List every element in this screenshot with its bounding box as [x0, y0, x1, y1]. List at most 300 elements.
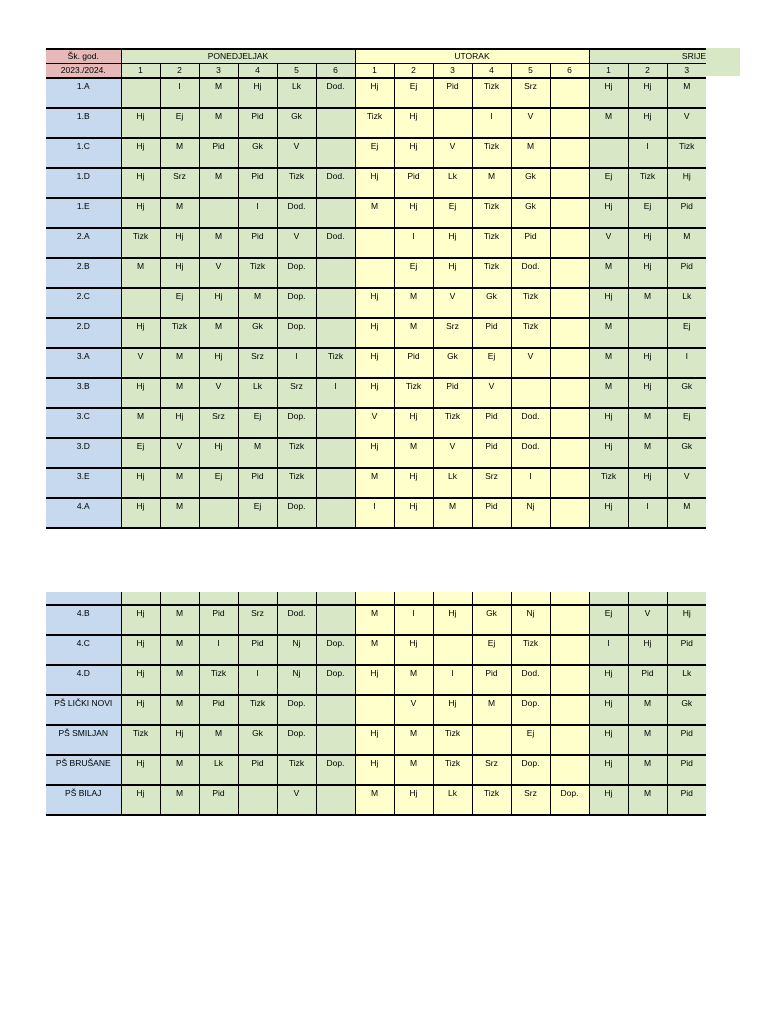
subject-cell-tue-4 — [472, 605, 511, 635]
subject-cell-mon-4-text: I — [256, 201, 259, 211]
subject-cell-wed-2 — [628, 755, 667, 785]
subject-cell-tue-6 — [550, 408, 589, 438]
subject-cell-mon-2-text: M — [175, 351, 184, 361]
subject-cell-mon-1 — [121, 695, 160, 725]
subject-cell-mon-2 — [160, 168, 199, 198]
subject-cell-mon-2 — [160, 605, 199, 635]
subject-cell-wed-3 — [667, 228, 706, 258]
subject-cell-mon-3-text: V — [215, 261, 222, 271]
subject-cell-mon-4-text: Pid — [251, 171, 264, 181]
subject-cell-tue-3-text: M — [448, 501, 457, 511]
subject-cell-tue-3 — [433, 258, 472, 288]
timetable-table-bottom — [46, 592, 706, 816]
subject-cell-mon-3-text: Ej — [214, 471, 223, 481]
subject-cell-mon-5 — [277, 755, 316, 785]
class-name-cell — [46, 605, 121, 635]
subject-cell-tue-5 — [511, 78, 550, 108]
subject-cell-wed-2-text: M — [643, 728, 652, 738]
subject-cell-wed-3 — [667, 348, 706, 378]
subject-cell-tue-6 — [550, 605, 589, 635]
subject-cell-tue-1 — [355, 108, 394, 138]
subject-cell-mon-4-text: Tizk — [249, 698, 266, 708]
subject-cell-mon-2 — [160, 468, 199, 498]
subject-cell-wed-3 — [667, 318, 706, 348]
subject-cell-wed-1 — [589, 635, 628, 665]
subject-cell-tue-6 — [550, 695, 589, 725]
subject-cell-mon-2 — [160, 635, 199, 665]
subject-cell-mon-1 — [121, 408, 160, 438]
class-name-cell-text: PŠ LIČKI NOVI — [54, 698, 113, 708]
subject-cell-tue-3-text: Gk — [447, 351, 458, 361]
class-name-cell — [46, 498, 121, 528]
subject-cell-wed-3-text: Pid — [680, 261, 693, 271]
subject-cell-mon-3 — [199, 228, 238, 258]
subject-cell-tue-4-text: Tizk — [483, 231, 500, 241]
subject-cell-wed-3 — [667, 288, 706, 318]
subject-cell-mon-1-text: Hj — [136, 668, 145, 678]
subject-cell-tue-3 — [433, 78, 472, 108]
subject-cell-tue-5-text: V — [527, 111, 534, 121]
class-name-cell — [46, 408, 121, 438]
subject-cell-tue-6 — [550, 348, 589, 378]
subject-cell-tue-4 — [472, 785, 511, 815]
subject-cell-wed-3 — [667, 408, 706, 438]
class-name-cell-text: 4.B — [76, 608, 90, 618]
class-name-cell — [46, 288, 121, 318]
subject-cell-mon-1 — [121, 348, 160, 378]
subject-cell-wed-1 — [589, 408, 628, 438]
subject-cell-mon-2 — [160, 438, 199, 468]
subject-cell-mon-1 — [121, 785, 160, 815]
subject-cell-mon-1-text: Hj — [136, 111, 145, 121]
subject-cell-mon-3-text: Pid — [212, 141, 225, 151]
subject-cell-mon-5 — [277, 168, 316, 198]
subject-cell-mon-6 — [316, 378, 355, 408]
subject-cell-wed-2 — [628, 78, 667, 108]
subject-cell-wed-2-text: Hj — [643, 81, 652, 91]
subject-cell-wed-2-text: M — [643, 291, 652, 301]
subject-cell-mon-3-text: Hj — [214, 351, 223, 361]
subject-cell-tue-2-text: I — [412, 608, 415, 618]
subject-cell-mon-1-text: Hj — [136, 698, 145, 708]
subject-cell-mon-2-text: M — [175, 501, 184, 511]
subject-cell-tue-1-text: Hj — [370, 351, 379, 361]
subject-cell-mon-4-text: M — [253, 441, 262, 451]
subject-cell-tue-5-text: Nj — [526, 608, 535, 618]
period-header-tue-1: 1 — [355, 64, 394, 79]
subject-cell-mon-3-text: Hj — [214, 291, 223, 301]
subject-cell-mon-4-text: Gk — [252, 321, 263, 331]
subject-cell-tue-1 — [355, 258, 394, 288]
subject-cell-mon-4 — [238, 408, 277, 438]
subject-cell-tue-5 — [511, 228, 550, 258]
subject-cell-tue-4-text: M — [487, 698, 496, 708]
subject-cell-wed-1-text: Hj — [604, 728, 613, 738]
subject-cell-mon-5-text: Tizk — [288, 758, 305, 768]
subject-cell-tue-6 — [550, 498, 589, 528]
subject-cell-mon-1 — [121, 665, 160, 695]
subject-cell-tue-1 — [355, 498, 394, 528]
subject-cell-mon-4 — [238, 785, 277, 815]
subject-cell-tue-2 — [394, 318, 433, 348]
subject-cell-mon-3 — [199, 168, 238, 198]
subject-cell-mon-2-text: M — [175, 471, 184, 481]
subject-cell-mon-4 — [238, 378, 277, 408]
subject-cell-wed-2-text: Pid — [641, 668, 654, 678]
subject-cell-wed-2 — [628, 605, 667, 635]
subject-cell-tue-1-text: Hj — [370, 291, 379, 301]
subject-cell-wed-2-text: Hj — [643, 261, 652, 271]
subject-cell-wed-3-text: M — [683, 81, 691, 91]
subject-cell-tue-1-text: Hj — [370, 81, 379, 91]
subject-cell-mon-1-text: Tizk — [132, 231, 149, 241]
subject-cell-mon-3 — [199, 438, 238, 468]
subject-cell-tue-4 — [472, 138, 511, 168]
table-row — [46, 138, 706, 168]
subject-cell-mon-2 — [160, 318, 199, 348]
subject-cell-tue-2 — [394, 378, 433, 408]
subject-cell-tue-6 — [550, 665, 589, 695]
period-header-tue-4: 4 — [472, 64, 511, 79]
subject-cell-mon-4-text: I — [256, 668, 259, 678]
subject-cell-mon-4 — [238, 198, 277, 228]
subject-cell-tue-2-text: Hj — [409, 411, 418, 421]
subject-cell-tue-4 — [472, 695, 511, 725]
table-row — [46, 198, 706, 228]
subject-cell-tue-2-text: Pid — [407, 171, 420, 181]
subject-cell-tue-4-text: Pid — [485, 501, 498, 511]
subject-cell-tue-1-text: V — [371, 411, 378, 421]
class-name-cell — [46, 108, 121, 138]
subject-cell-mon-3-text: M — [214, 171, 223, 181]
subject-cell-wed-2-text: Hj — [643, 471, 652, 481]
subject-cell-mon-5 — [277, 138, 316, 168]
table-row — [46, 468, 706, 498]
table-row — [46, 348, 706, 378]
subject-cell-tue-4 — [472, 198, 511, 228]
subject-cell-tue-5 — [511, 378, 550, 408]
subject-cell-mon-5 — [277, 228, 316, 258]
subject-cell-mon-2-text: Hj — [175, 261, 184, 271]
subject-cell-tue-5-text: Tizk — [522, 291, 539, 301]
subject-cell-tue-2-text: V — [410, 698, 417, 708]
subject-cell-mon-3 — [199, 468, 238, 498]
subject-cell-mon-4-text: Ej — [253, 411, 262, 421]
subject-cell-wed-1 — [589, 785, 628, 815]
subject-cell-wed-1 — [589, 665, 628, 695]
subject-cell-tue-6 — [550, 198, 589, 228]
subject-cell-wed-3-text: Hj — [682, 171, 691, 181]
subject-cell-tue-1-text: Hj — [370, 321, 379, 331]
subject-cell-wed-1 — [589, 725, 628, 755]
subject-cell-mon-5-text: Dop. — [287, 698, 306, 708]
subject-cell-tue-4 — [472, 408, 511, 438]
subject-cell-tue-5 — [511, 318, 550, 348]
subject-cell-tue-2-text: Hj — [409, 501, 418, 511]
subject-cell-wed-2 — [628, 168, 667, 198]
subject-cell-mon-4 — [238, 725, 277, 755]
subject-cell-mon-2 — [160, 288, 199, 318]
subject-cell-tue-5 — [511, 138, 550, 168]
subject-cell-wed-1-text: M — [604, 321, 613, 331]
subject-cell-tue-2-text: M — [409, 321, 418, 331]
subject-cell-mon-5 — [277, 108, 316, 138]
subject-cell-tue-4 — [472, 468, 511, 498]
subject-cell-mon-4 — [238, 78, 277, 108]
subject-cell-tue-4-text: Ej — [487, 638, 496, 648]
subject-cell-tue-1-text: Ej — [370, 141, 379, 151]
subject-cell-tue-3-text: V — [449, 291, 456, 301]
subject-cell-wed-3-text: M — [683, 231, 691, 241]
subject-cell-tue-5 — [511, 605, 550, 635]
subject-cell-wed-3-text: Pid — [680, 788, 693, 798]
subject-cell-wed-3 — [667, 258, 706, 288]
subject-cell-wed-1 — [589, 755, 628, 785]
subject-cell-tue-3 — [433, 468, 472, 498]
period-header-mon-1: 1 — [121, 64, 160, 79]
subject-cell-mon-3-text: Pid — [212, 788, 225, 798]
subject-cell-wed-1 — [589, 228, 628, 258]
subject-cell-tue-5-text: M — [526, 141, 535, 151]
subject-cell-mon-2 — [160, 78, 199, 108]
subject-cell-mon-2-text: M — [175, 668, 184, 678]
school-year-label: Šk. god. — [46, 49, 121, 64]
subject-cell-mon-5-text: I — [295, 351, 298, 361]
subject-cell-mon-6 — [316, 288, 355, 318]
subject-cell-mon-5-text: Dod. — [287, 608, 306, 618]
subject-cell-tue-6 — [550, 438, 589, 468]
subject-cell-wed-1 — [589, 108, 628, 138]
subject-cell-wed-3-text: Gk — [681, 698, 693, 708]
subject-cell-mon-3 — [199, 348, 238, 378]
subject-cell-mon-4 — [238, 468, 277, 498]
subject-cell-mon-4-text: Pid — [251, 231, 264, 241]
period-header-mon-6: 6 — [316, 64, 355, 79]
subject-cell-wed-2-text: Hj — [643, 381, 652, 391]
subject-cell-tue-3 — [433, 228, 472, 258]
subject-cell-tue-1 — [355, 288, 394, 318]
subject-cell-tue-4-text: Pid — [485, 668, 498, 678]
subject-cell-mon-2 — [160, 348, 199, 378]
subject-cell-mon-3-text: I — [217, 638, 220, 648]
subject-cell-wed-1 — [589, 438, 628, 468]
subject-cell-tue-5-text: Pid — [524, 231, 537, 241]
class-name-cell — [46, 348, 121, 378]
subject-cell-wed-1 — [589, 78, 628, 108]
subject-cell-wed-1-text: Ej — [604, 608, 613, 618]
subject-cell-tue-2 — [394, 348, 433, 378]
table-row — [46, 108, 706, 138]
subject-cell-mon-1 — [121, 605, 160, 635]
subject-cell-mon-2-text: Hj — [175, 728, 184, 738]
subject-cell-tue-6 — [550, 288, 589, 318]
subject-cell-tue-5 — [511, 108, 550, 138]
table-row — [46, 695, 706, 725]
class-name-cell-text: 2.C — [76, 291, 90, 301]
subject-cell-tue-4 — [472, 288, 511, 318]
subject-cell-mon-2-text: M — [175, 201, 184, 211]
subject-cell-mon-5-text: Gk — [291, 111, 302, 121]
subject-cell-tue-1-text: Hj — [370, 171, 379, 181]
subject-cell-wed-1-text: Tizk — [600, 471, 617, 481]
subject-cell-mon-1-text: Hj — [136, 471, 145, 481]
subject-cell-tue-1 — [355, 408, 394, 438]
period-header-tue-5: 5 — [511, 64, 550, 79]
period-header-wed-3: 3 — [667, 64, 706, 79]
subject-cell-tue-6 — [550, 635, 589, 665]
subject-cell-wed-2 — [628, 108, 667, 138]
subject-cell-mon-4-text: Hj — [253, 81, 262, 91]
subject-cell-tue-3-text: Pid — [446, 81, 459, 91]
subject-cell-wed-2-text: M — [643, 441, 652, 451]
subject-cell-wed-1-text: Hj — [604, 201, 613, 211]
subject-cell-mon-5 — [277, 635, 316, 665]
subject-cell-mon-2-text: M — [175, 381, 184, 391]
table-row — [46, 228, 706, 258]
subject-cell-tue-5-text: Dop. — [521, 698, 540, 708]
subject-cell-wed-2 — [628, 665, 667, 695]
subject-cell-mon-6 — [316, 408, 355, 438]
subject-cell-mon-5 — [277, 378, 316, 408]
subject-cell-tue-1-text: M — [370, 608, 379, 618]
subject-cell-wed-2 — [628, 348, 667, 378]
subject-cell-wed-1-text: Hj — [604, 501, 613, 511]
subject-cell-mon-4-text: Gk — [252, 141, 263, 151]
subject-cell-mon-3 — [199, 378, 238, 408]
subject-cell-tue-5-text: Gk — [525, 201, 536, 211]
subject-cell-tue-4 — [472, 378, 511, 408]
subject-cell-tue-6 — [550, 725, 589, 755]
subject-cell-wed-3-text: Hj — [682, 608, 691, 618]
subject-cell-tue-3-text: Lk — [448, 471, 457, 481]
subject-cell-tue-2 — [394, 635, 433, 665]
subject-cell-mon-1 — [121, 108, 160, 138]
subject-cell-tue-4-text: Gk — [486, 291, 497, 301]
subject-cell-mon-6 — [316, 198, 355, 228]
timetable-top-section — [46, 48, 768, 511]
subject-cell-tue-2-text: M — [409, 728, 418, 738]
subject-cell-mon-5 — [277, 348, 316, 378]
subject-cell-wed-2-text: M — [643, 698, 652, 708]
subject-cell-mon-1 — [121, 378, 160, 408]
subject-cell-tue-5-text: Gk — [525, 171, 536, 181]
subject-cell-mon-2 — [160, 108, 199, 138]
subject-cell-tue-4-text: Pid — [485, 441, 498, 451]
class-name-cell-text: 3.B — [76, 381, 90, 391]
subject-cell-tue-2-text: M — [409, 441, 418, 451]
subject-cell-mon-2 — [160, 755, 199, 785]
subject-cell-tue-4-text: Pid — [485, 411, 498, 421]
subject-cell-wed-3 — [667, 755, 706, 785]
subject-cell-mon-2-text: Ej — [175, 291, 184, 301]
subject-cell-mon-2-text: M — [175, 698, 184, 708]
subject-cell-tue-1 — [355, 695, 394, 725]
subject-cell-tue-3 — [433, 138, 472, 168]
subject-cell-tue-3 — [433, 438, 472, 468]
subject-cell-mon-1 — [121, 725, 160, 755]
class-name-cell-text: 3.D — [76, 441, 90, 451]
subject-cell-wed-2-text: Ej — [643, 201, 652, 211]
subject-cell-mon-5 — [277, 665, 316, 695]
subject-cell-mon-2-text: M — [175, 788, 184, 798]
subject-cell-tue-4-text: Ej — [487, 351, 496, 361]
subject-cell-mon-1-text: Ej — [136, 441, 145, 451]
subject-cell-mon-6 — [316, 138, 355, 168]
subject-cell-mon-3 — [199, 318, 238, 348]
subject-cell-mon-6-text: Dod. — [326, 171, 345, 181]
subject-cell-wed-3 — [667, 78, 706, 108]
subject-cell-tue-1-text: Tizk — [366, 111, 383, 121]
subject-cell-mon-3-text: Hj — [214, 441, 223, 451]
subject-cell-mon-5-text: Dop. — [287, 411, 306, 421]
subject-cell-mon-4 — [238, 438, 277, 468]
subject-cell-mon-4 — [238, 258, 277, 288]
subject-cell-tue-2 — [394, 665, 433, 695]
subject-cell-wed-3-text: Lk — [682, 291, 692, 301]
subject-cell-wed-1 — [589, 288, 628, 318]
table-row — [46, 755, 706, 785]
subject-cell-mon-4-text: Srz — [251, 351, 264, 361]
subject-cell-tue-2-text: Hj — [409, 471, 418, 481]
subject-cell-tue-3 — [433, 198, 472, 228]
subject-cell-tue-3-text: Lk — [448, 788, 457, 798]
class-name-cell — [46, 258, 121, 288]
subject-cell-wed-2 — [628, 228, 667, 258]
subject-cell-tue-2 — [394, 605, 433, 635]
subject-cell-mon-2-text: V — [176, 441, 183, 451]
school-year-value: 2023./2024. — [46, 64, 121, 79]
subject-cell-mon-3-text: Pid — [212, 698, 225, 708]
class-name-cell-text: 1.B — [76, 111, 90, 121]
class-name-cell — [46, 755, 121, 785]
subject-cell-mon-2-text: M — [175, 141, 184, 151]
subject-cell-mon-3 — [199, 408, 238, 438]
subject-cell-wed-1-text: Ej — [604, 171, 613, 181]
subject-cell-mon-3-text: M — [214, 231, 223, 241]
subject-cell-mon-3 — [199, 258, 238, 288]
subject-cell-tue-2 — [394, 78, 433, 108]
subject-cell-mon-4-text: Lk — [253, 381, 262, 391]
period-header-mon-5: 5 — [277, 64, 316, 79]
subject-cell-mon-1 — [121, 755, 160, 785]
subject-cell-tue-1-text: Hj — [370, 381, 379, 391]
subject-cell-tue-1 — [355, 665, 394, 695]
subject-cell-wed-1-text: M — [604, 261, 613, 271]
table-row — [46, 168, 706, 198]
subject-cell-mon-1 — [121, 288, 160, 318]
subject-cell-mon-6-text: I — [334, 381, 337, 391]
subject-cell-tue-5 — [511, 348, 550, 378]
class-name-cell-text: PŠ SMILJAN — [58, 728, 109, 738]
subject-cell-mon-4-text: Pid — [251, 758, 264, 768]
class-name-cell-text: 3.C — [76, 411, 90, 421]
subject-cell-mon-4 — [238, 695, 277, 725]
subject-cell-mon-4 — [238, 498, 277, 528]
subject-cell-mon-4-text: Pid — [251, 471, 264, 481]
subject-cell-mon-1-text: M — [136, 261, 145, 271]
subject-cell-tue-2-text: M — [409, 291, 418, 301]
subject-cell-mon-5-text: Dop. — [287, 321, 306, 331]
subject-cell-tue-5-text: V — [527, 351, 534, 361]
subject-cell-tue-6 — [550, 228, 589, 258]
table-row — [46, 78, 706, 108]
subject-cell-mon-5-text: V — [293, 141, 300, 151]
subject-cell-wed-3 — [667, 108, 706, 138]
subject-cell-mon-4-text: Tizk — [249, 261, 266, 271]
class-name-cell — [46, 695, 121, 725]
subject-cell-tue-4-text: Tizk — [483, 201, 500, 211]
period-header-mon-4: 4 — [238, 64, 277, 79]
